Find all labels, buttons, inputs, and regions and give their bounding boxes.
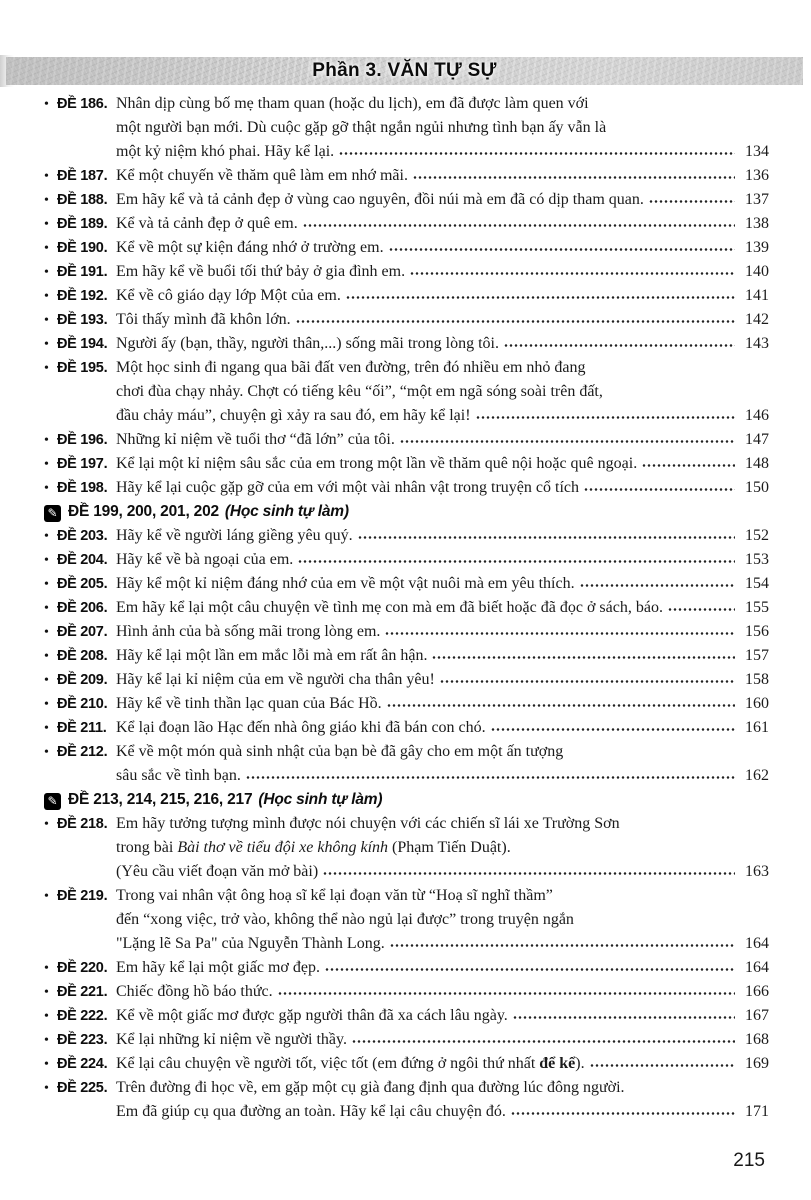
- entry-text: Kể lại đoạn lão Hạc đến nhà ông giáo khi đã bán con chó.: [116, 719, 486, 736]
- entry-label: ĐỀ 190.: [57, 240, 108, 256]
- entry-prefix: [44, 572, 116, 597]
- entry-label: ĐỀ 221.: [57, 984, 108, 1000]
- dot-leader: [580, 575, 735, 588]
- entry-label: ĐỀ 204.: [57, 552, 108, 568]
- toc-entry: [44, 524, 769, 548]
- entry-prefix: [44, 1004, 116, 1029]
- toc-line: [44, 764, 769, 788]
- bullet-icon: •: [44, 337, 49, 352]
- entry-text: Em hãy kể lại một câu chuyện về tình mẹ con mà em đã biết hoặc đã đọc ở sách, báo.: [116, 599, 663, 616]
- dot-leader: [303, 215, 735, 228]
- toc-line: [44, 1076, 769, 1100]
- toc-line: [44, 380, 769, 404]
- entry-prefix: [44, 452, 116, 477]
- bullet-icon: •: [44, 289, 49, 304]
- entry-prefix: [44, 1076, 116, 1101]
- toc-line: [44, 812, 769, 836]
- toc-entry: [44, 452, 769, 476]
- group-label: ĐỀ 199, 200, 201, 202: [68, 503, 219, 520]
- entry-prefix: [44, 284, 116, 309]
- toc-entry: [44, 1004, 769, 1028]
- scan-artifact: [0, 55, 14, 87]
- entry-prefix: [44, 884, 116, 909]
- dot-leader: [410, 263, 735, 276]
- entry-page: 152: [745, 527, 769, 544]
- entry-label: ĐỀ 206.: [57, 600, 108, 616]
- bullet-icon: •: [44, 745, 49, 760]
- bullet-icon: •: [44, 721, 49, 736]
- entry-page: 140: [745, 263, 769, 280]
- toc-line: [44, 332, 769, 356]
- entry-text: Em hãy kể lại một giấc mơ đẹp.: [116, 959, 320, 976]
- toc-entry: [44, 1052, 769, 1076]
- entry-label: ĐỀ 207.: [57, 624, 108, 640]
- dot-leader: [346, 287, 735, 300]
- bullet-icon: •: [44, 481, 49, 496]
- dot-leader: [584, 479, 735, 492]
- toc-entry: [44, 812, 769, 884]
- dot-leader: [590, 1055, 735, 1068]
- bullet-icon: •: [44, 649, 49, 664]
- entry-text: Một học sinh đi ngang qua bãi đất ven đường, trên đó nhiều em nhỏ đang: [116, 359, 586, 376]
- page-number: 215: [733, 1150, 765, 1171]
- entry-label: ĐỀ 209.: [57, 672, 108, 688]
- toc-line: [44, 932, 769, 956]
- entry-page: 139: [745, 239, 769, 256]
- toc-line: [44, 908, 769, 932]
- entry-label: ĐỀ 211.: [57, 720, 107, 736]
- entry-text: Trong vai nhân vật ông hoạ sĩ kể lại đoạn văn từ “Hoạ sĩ nghĩ thầm”: [116, 887, 553, 904]
- toc-entry: [44, 980, 769, 1004]
- dot-leader: [432, 647, 735, 660]
- entry-label: ĐỀ 225.: [57, 1080, 108, 1096]
- entry-page: 157: [745, 647, 769, 664]
- entry-text: (Yêu cầu viết đoạn văn mở bài): [116, 863, 319, 880]
- entry-text: chơi đùa chạy nhảy. Chợt có tiếng kêu “ối”, “một em ngã sóng soài trên đất,: [116, 383, 603, 400]
- toc-entry: [44, 332, 769, 356]
- dot-leader: [390, 935, 735, 948]
- entry-page: 161: [745, 719, 769, 736]
- entry-text: Kể lại những kỉ niệm về người thầy.: [116, 1031, 347, 1048]
- entry-prefix: [44, 956, 116, 981]
- entry-text: Hình ảnh của bà sống mãi trong lòng em.: [116, 623, 381, 640]
- dot-leader: [504, 335, 735, 348]
- entry-page: 142: [745, 311, 769, 328]
- entry-label: ĐỀ 210.: [57, 696, 108, 712]
- section-header-band: [6, 57, 803, 85]
- entry-prefix: [44, 524, 116, 549]
- entry-label: ĐỀ 219.: [57, 888, 108, 904]
- toc-entry: [44, 668, 769, 692]
- toc-line: [44, 356, 769, 380]
- entry-page: 137: [745, 191, 769, 208]
- dot-leader: [668, 599, 735, 612]
- entry-text: Kể lại một kỉ niệm sâu sắc của em trong một lần về thăm quê nội hoặc quê ngoại.: [116, 455, 638, 472]
- entry-label: ĐỀ 222.: [57, 1008, 108, 1024]
- entry-prefix: [44, 716, 116, 741]
- entry-text: trong bài Bài thơ về tiểu đội xe không kính (Phạm Tiến Duật).: [116, 839, 511, 856]
- entry-label: ĐỀ 194.: [57, 336, 108, 352]
- toc-entry: [44, 620, 769, 644]
- bullet-icon: •: [44, 601, 49, 616]
- entry-label: ĐỀ 189.: [57, 216, 108, 232]
- toc-entry: [44, 1076, 769, 1124]
- entry-page: 143: [745, 335, 769, 352]
- toc-entry: [44, 476, 769, 500]
- entry-text: Kể về một giấc mơ được gặp người thân đã xa cách lâu ngày.: [116, 1007, 508, 1024]
- toc-line: [44, 92, 769, 116]
- entry-page: 158: [745, 671, 769, 688]
- entry-text: Những kỉ niệm về tuổi thơ “đã lớn” của tôi.: [116, 431, 395, 448]
- entry-prefix: [44, 812, 116, 837]
- toc-line: [44, 1100, 769, 1124]
- dot-leader: [296, 311, 735, 324]
- entry-text: Em hãy tưởng tượng mình được nói chuyện với các chiến sĩ lái xe Trường Sơn: [116, 815, 620, 832]
- entry-label: ĐỀ 220.: [57, 960, 108, 976]
- entry-page: 148: [745, 455, 769, 472]
- entry-text: Em hãy kể về buổi tối thứ bảy ở gia đình em.: [116, 263, 406, 280]
- toc-entry: [44, 188, 769, 212]
- entry-prefix: [44, 164, 116, 189]
- entry-prefix: [44, 332, 116, 357]
- entry-page: 156: [745, 623, 769, 640]
- toc-entry: [44, 284, 769, 308]
- bullet-icon: •: [44, 1057, 49, 1072]
- toc-entry: [44, 164, 769, 188]
- entry-prefix: [44, 1052, 116, 1077]
- dot-leader: [513, 1007, 735, 1020]
- entry-page: 134: [745, 143, 769, 160]
- dot-leader: [246, 767, 735, 780]
- table-of-contents: [44, 92, 769, 1124]
- entry-page: 164: [745, 959, 769, 976]
- entry-text: Em hãy kể và tả cảnh đẹp ở vùng cao nguyên, đồi núi mà em đã có dịp tham quan.: [116, 191, 644, 208]
- toc-entry: [44, 1028, 769, 1052]
- dot-leader: [413, 167, 735, 180]
- bullet-icon: •: [44, 265, 49, 280]
- entry-text: "Lặng lẽ Sa Pa" của Nguyễn Thành Long.: [116, 935, 385, 952]
- entry-text: Hãy kể một kỉ niệm đáng nhớ của em về một vật nuôi mà em yêu thích.: [116, 575, 575, 592]
- entry-text: Nhân dịp cùng bố mẹ tham quan (hoặc du lịch), em đã được làm quen với: [116, 95, 589, 112]
- toc-line: [44, 236, 769, 260]
- toc-line: [44, 716, 769, 740]
- entry-text: Kể và tả cảnh đẹp ở quê em.: [116, 215, 298, 232]
- entry-text: Tôi thấy mình đã khôn lớn.: [116, 311, 291, 328]
- toc-line: [44, 524, 769, 548]
- bullet-icon: •: [44, 241, 49, 256]
- bullet-icon: •: [44, 1009, 49, 1024]
- entry-label: ĐỀ 212.: [57, 744, 108, 760]
- bullet-icon: •: [44, 193, 49, 208]
- toc-entry: [44, 356, 769, 428]
- bullet-icon: •: [44, 313, 49, 328]
- entry-label: ĐỀ 203.: [57, 528, 108, 544]
- entry-page: 136: [745, 167, 769, 184]
- dot-leader: [491, 719, 735, 732]
- entry-page: 167: [745, 1007, 769, 1024]
- dot-leader: [387, 695, 735, 708]
- entry-page: 164: [745, 935, 769, 952]
- bullet-icon: •: [44, 577, 49, 592]
- dot-leader: [649, 191, 735, 204]
- entry-label: ĐỀ 192.: [57, 288, 108, 304]
- entry-text: Chiếc đồng hồ báo thức.: [116, 983, 273, 1000]
- toc-entry: [44, 92, 769, 164]
- entry-prefix: [44, 260, 116, 285]
- toc-entry: [44, 308, 769, 332]
- dot-leader: [323, 863, 735, 876]
- entry-label: ĐỀ 205.: [57, 576, 108, 592]
- toc-line: [44, 644, 769, 668]
- toc-entry: [44, 716, 769, 740]
- bullet-icon: •: [44, 985, 49, 1000]
- entry-label: ĐỀ 186.: [57, 96, 108, 112]
- dot-leader: [325, 959, 735, 972]
- entry-prefix: [44, 188, 116, 213]
- entry-prefix: [44, 740, 116, 765]
- group-note: (Học sinh tự làm): [258, 791, 383, 808]
- entry-label: ĐỀ 208.: [57, 648, 108, 664]
- toc-entry: [44, 236, 769, 260]
- toc-line: [44, 452, 769, 476]
- dot-leader: [642, 455, 735, 468]
- entry-label: ĐỀ 196.: [57, 432, 108, 448]
- toc-line: [44, 188, 769, 212]
- entry-prefix: [44, 668, 116, 693]
- entry-text: một người bạn mới. Dù cuộc gặp gỡ thật ngắn ngủi nhưng tình bạn ấy vẫn là: [116, 119, 607, 136]
- dot-leader: [389, 239, 735, 252]
- entry-prefix: [44, 476, 116, 501]
- entry-page: 171: [745, 1103, 769, 1120]
- entry-text: đầu chảy máu”, chuyện gì xảy ra sau đó, em hãy kể lại!: [116, 407, 471, 424]
- toc-entry: [44, 572, 769, 596]
- entry-page: 147: [745, 431, 769, 448]
- entry-prefix: [44, 548, 116, 573]
- entry-text: một kỷ niệm khó phai. Hãy kể lại.: [116, 143, 335, 160]
- dot-leader: [339, 143, 735, 156]
- bullet-icon: •: [44, 1033, 49, 1048]
- entry-text: Em đã giúp cụ qua đường an toàn. Hãy kể lại câu chuyện đó.: [116, 1103, 506, 1120]
- entry-page: 155: [745, 599, 769, 616]
- toc-entry: [44, 956, 769, 980]
- dot-leader: [511, 1103, 735, 1116]
- entry-prefix: [44, 308, 116, 333]
- dot-leader: [358, 527, 735, 540]
- entry-text: Hãy kể lại cuộc gặp gỡ của em với một vài nhân vật trong truyện cổ tích: [116, 479, 579, 496]
- toc-line: [44, 692, 769, 716]
- bullet-icon: •: [44, 217, 49, 232]
- toc-line: [44, 1028, 769, 1052]
- entry-page: 150: [745, 479, 769, 496]
- bullet-icon: •: [44, 961, 49, 976]
- toc-entry: [44, 884, 769, 956]
- toc-line: [44, 836, 769, 860]
- bullet-icon: •: [44, 553, 49, 568]
- bullet-icon: •: [44, 889, 49, 904]
- entry-prefix: [44, 236, 116, 261]
- entry-text: Người ấy (bạn, thầy, người thân,...) sống mãi trong lòng tôi.: [116, 335, 499, 352]
- entry-page: 163: [745, 863, 769, 880]
- toc-line: [44, 308, 769, 332]
- entry-prefix: [44, 1028, 116, 1053]
- bullet-icon: •: [44, 625, 49, 640]
- entry-prefix: [44, 692, 116, 717]
- toc-line: [44, 980, 769, 1004]
- entry-text: Trên đường đi học về, em gặp một cụ già đang định qua đường lúc đông người.: [116, 1079, 625, 1096]
- entry-text: Kể một chuyến về thăm quê làm em nhớ mãi.: [116, 167, 408, 184]
- entry-page: 138: [745, 215, 769, 232]
- toc-line: [44, 500, 769, 524]
- entry-label: ĐỀ 218.: [57, 816, 108, 832]
- entry-text: Hãy kể lại một lần em mắc lỗi mà em rất ân hận.: [116, 647, 428, 664]
- bullet-icon: •: [44, 433, 49, 448]
- group-label: ĐỀ 213, 214, 215, 216, 217: [68, 791, 253, 808]
- bullet-icon: •: [44, 361, 49, 376]
- bullet-icon: •: [44, 673, 49, 688]
- entry-prefix: [44, 596, 116, 621]
- toc-line: [44, 740, 769, 764]
- bullet-icon: •: [44, 697, 49, 712]
- entry-prefix: [44, 980, 116, 1005]
- bullet-icon: •: [44, 457, 49, 472]
- toc-entry: [44, 644, 769, 668]
- entry-page: 160: [745, 695, 769, 712]
- entry-page: 153: [745, 551, 769, 568]
- entry-text: Kể về cô giáo dạy lớp Một của em.: [116, 287, 341, 304]
- entry-page: 162: [745, 767, 769, 784]
- toc-line: [44, 1004, 769, 1028]
- entry-label: ĐỀ 191.: [57, 264, 108, 280]
- toc-line: [44, 140, 769, 164]
- pencil-icon: ✎: [44, 505, 61, 522]
- entry-prefix: [44, 620, 116, 645]
- entry-label: ĐỀ 187.: [57, 168, 108, 184]
- entry-text: Kể lại câu chuyện về người tốt, việc tốt (em đứng ở ngôi thứ nhất để kể).: [116, 1055, 585, 1072]
- toc-line: [44, 260, 769, 284]
- entry-text: Hãy kể về người láng giềng yêu quý.: [116, 527, 353, 544]
- toc-entry: [44, 260, 769, 284]
- entry-label: ĐỀ 224.: [57, 1056, 108, 1072]
- dot-leader: [476, 407, 735, 420]
- entry-label: ĐỀ 197.: [57, 456, 108, 472]
- entry-text: Hãy kể về bà ngoại của em.: [116, 551, 294, 568]
- toc-line: [44, 596, 769, 620]
- entry-label: ĐỀ 198.: [57, 480, 108, 496]
- entry-prefix: [44, 92, 116, 117]
- toc-line: [44, 404, 769, 428]
- toc-entry: [44, 692, 769, 716]
- entry-page: 141: [745, 287, 769, 304]
- bullet-icon: •: [44, 817, 49, 832]
- dot-leader: [400, 431, 735, 444]
- toc-group-entry: [44, 500, 769, 524]
- toc-entry: [44, 212, 769, 236]
- entry-text: đến “xong việc, trở vào, không thể nào ngủ lại được” trong truyện ngắn: [116, 911, 574, 928]
- toc-line: [44, 212, 769, 236]
- toc-line: [44, 164, 769, 188]
- toc-line: [44, 572, 769, 596]
- dot-leader: [385, 623, 735, 636]
- entry-page: 169: [745, 1055, 769, 1072]
- toc-entry: [44, 596, 769, 620]
- entry-label: ĐỀ 193.: [57, 312, 108, 328]
- entry-page: 146: [745, 407, 769, 424]
- bullet-icon: •: [44, 169, 49, 184]
- toc-group-entry: [44, 788, 769, 812]
- entry-page: 166: [745, 983, 769, 1000]
- entry-text: sâu sắc về tình bạn.: [116, 767, 241, 784]
- entry-prefix: [44, 428, 116, 453]
- toc-line: [44, 284, 769, 308]
- toc-entry: [44, 428, 769, 452]
- toc-entry: [44, 740, 769, 788]
- toc-line: [44, 860, 769, 884]
- entry-prefix: [44, 212, 116, 237]
- toc-line: [44, 788, 769, 812]
- dot-leader: [298, 551, 735, 564]
- toc-line: [44, 476, 769, 500]
- entry-text: Kể về một sự kiện đáng nhớ ở trường em.: [116, 239, 384, 256]
- bullet-icon: •: [44, 529, 49, 544]
- toc-line: [44, 884, 769, 908]
- entry-page: 168: [745, 1031, 769, 1048]
- toc-line: [44, 620, 769, 644]
- dot-leader: [440, 671, 735, 684]
- entry-label: ĐỀ 195.: [57, 360, 108, 376]
- entry-prefix: [44, 356, 116, 381]
- toc-entry: [44, 548, 769, 572]
- dot-leader: [278, 983, 735, 996]
- toc-line: [44, 956, 769, 980]
- entry-text: Kể về một món quà sinh nhật của bạn bè đã gây cho em một ấn tượng: [116, 743, 564, 760]
- dot-leader: [352, 1031, 735, 1044]
- entry-label: ĐỀ 188.: [57, 192, 108, 208]
- entry-page: 154: [745, 575, 769, 592]
- section-title: Phần 3. VĂN TỰ SỰ: [312, 60, 497, 81]
- bullet-icon: •: [44, 97, 49, 112]
- pencil-icon: ✎: [44, 793, 61, 810]
- entry-text: Hãy kể về tinh thần lạc quan của Bác Hồ.: [116, 695, 382, 712]
- toc-line: [44, 1052, 769, 1076]
- group-note: (Học sinh tự làm): [224, 503, 349, 520]
- toc-line: [44, 668, 769, 692]
- entry-prefix: [44, 644, 116, 669]
- toc-line: [44, 428, 769, 452]
- toc-line: [44, 116, 769, 140]
- entry-label: ĐỀ 223.: [57, 1032, 108, 1048]
- entry-text: Hãy kể lại kỉ niệm của em về người cha thân yêu!: [116, 671, 435, 688]
- toc-line: [44, 548, 769, 572]
- bullet-icon: •: [44, 1081, 49, 1096]
